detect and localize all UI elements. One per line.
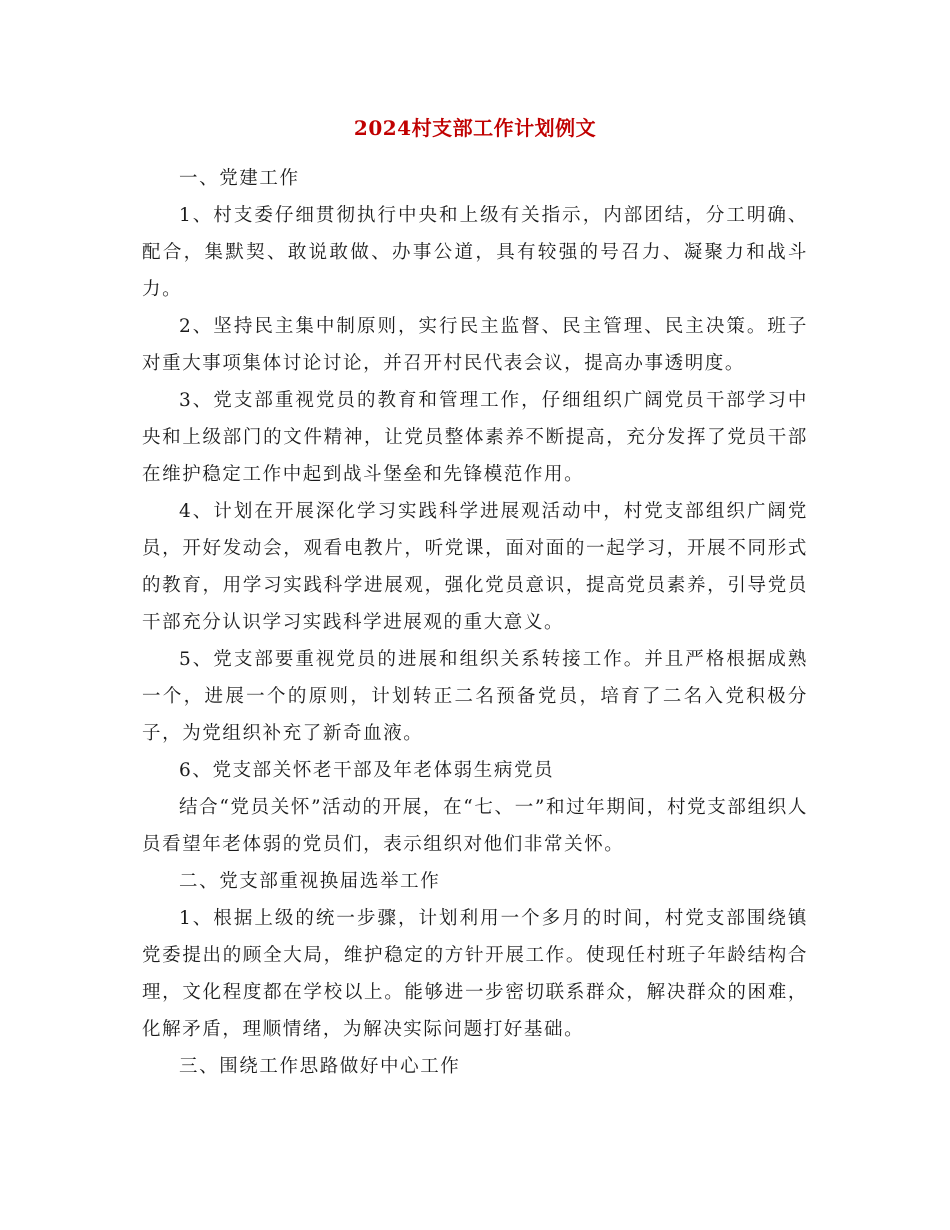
paragraph: 5、党支部要重视党员的进展和组织关系转接工作。并且严格根据成熟一个，进展一个的原则，计划转正二名预备党员，培育了二名入党积极分子，为党组织补充了新奇血液。: [142, 649, 808, 744]
paragraph: 1、村支委仔细贯彻执行中央和上级有关指示，内部团结，分工明确、配合，集默契、敢说敢做、办事公道，具有较强的号召力、凝聚力和战斗力。: [142, 205, 808, 300]
section-heading-election: 二、党支部重视换届选举工作: [179, 871, 441, 892]
paragraph: 结合“党员关怀”活动的开展，在“七、一”和过年期间，村党支部组织人员看望年老体弱的党员们，表示组织对他们非常关怀。: [142, 797, 808, 855]
paragraph: 6、党支部关怀老干部及年老体弱生病党员: [179, 760, 555, 781]
paragraph: 4、计划在开展深化学习实践科学进展观活动中，村党支部组织广阔党员，开好发动会，观看电教片，听党课，面对面的一起学习，开展不同形式的教育，用学习实践科学进展观，强化党员意识，提高党员素养，引导党员干部充分认识学习实践科学进展观的重大意义。: [142, 501, 808, 633]
paragraph: 1、根据上级的统一步骤，计划利用一个多月的时间，村党支部围绕镇党委提出的顾全大局，维护稳定的方针开展工作。使现任村班子年龄结构合理，文化程度都在学校以上。能够进一步密切联系群众，解决群众的困难，化解矛盾，理顺情绪，为解决实际问题打好基础。: [142, 908, 808, 1040]
paragraph: 2、坚持民主集中制原则，实行民主监督、民主管理、民主决策。班子对重大事项集体讨论讨论，并召开村民代表会议，提高办事透明度。: [142, 316, 808, 374]
section-heading-central-work: 三、围绕工作思路做好中心工作: [179, 1056, 461, 1077]
document-title: 2024村支部工作计划例文: [353, 116, 597, 140]
paragraph: 3、党支部重视党员的教育和管理工作，仔细组织广阔党员干部学习中央和上级部门的文件精神，让党员整体素养不断提高，充分发挥了党员干部在维护稳定工作中起到战斗堡垒和先锋模范作用。: [142, 390, 808, 485]
document-page: [142, 112, 808, 1085]
section-heading-party-building: 一、党建工作: [179, 168, 300, 189]
